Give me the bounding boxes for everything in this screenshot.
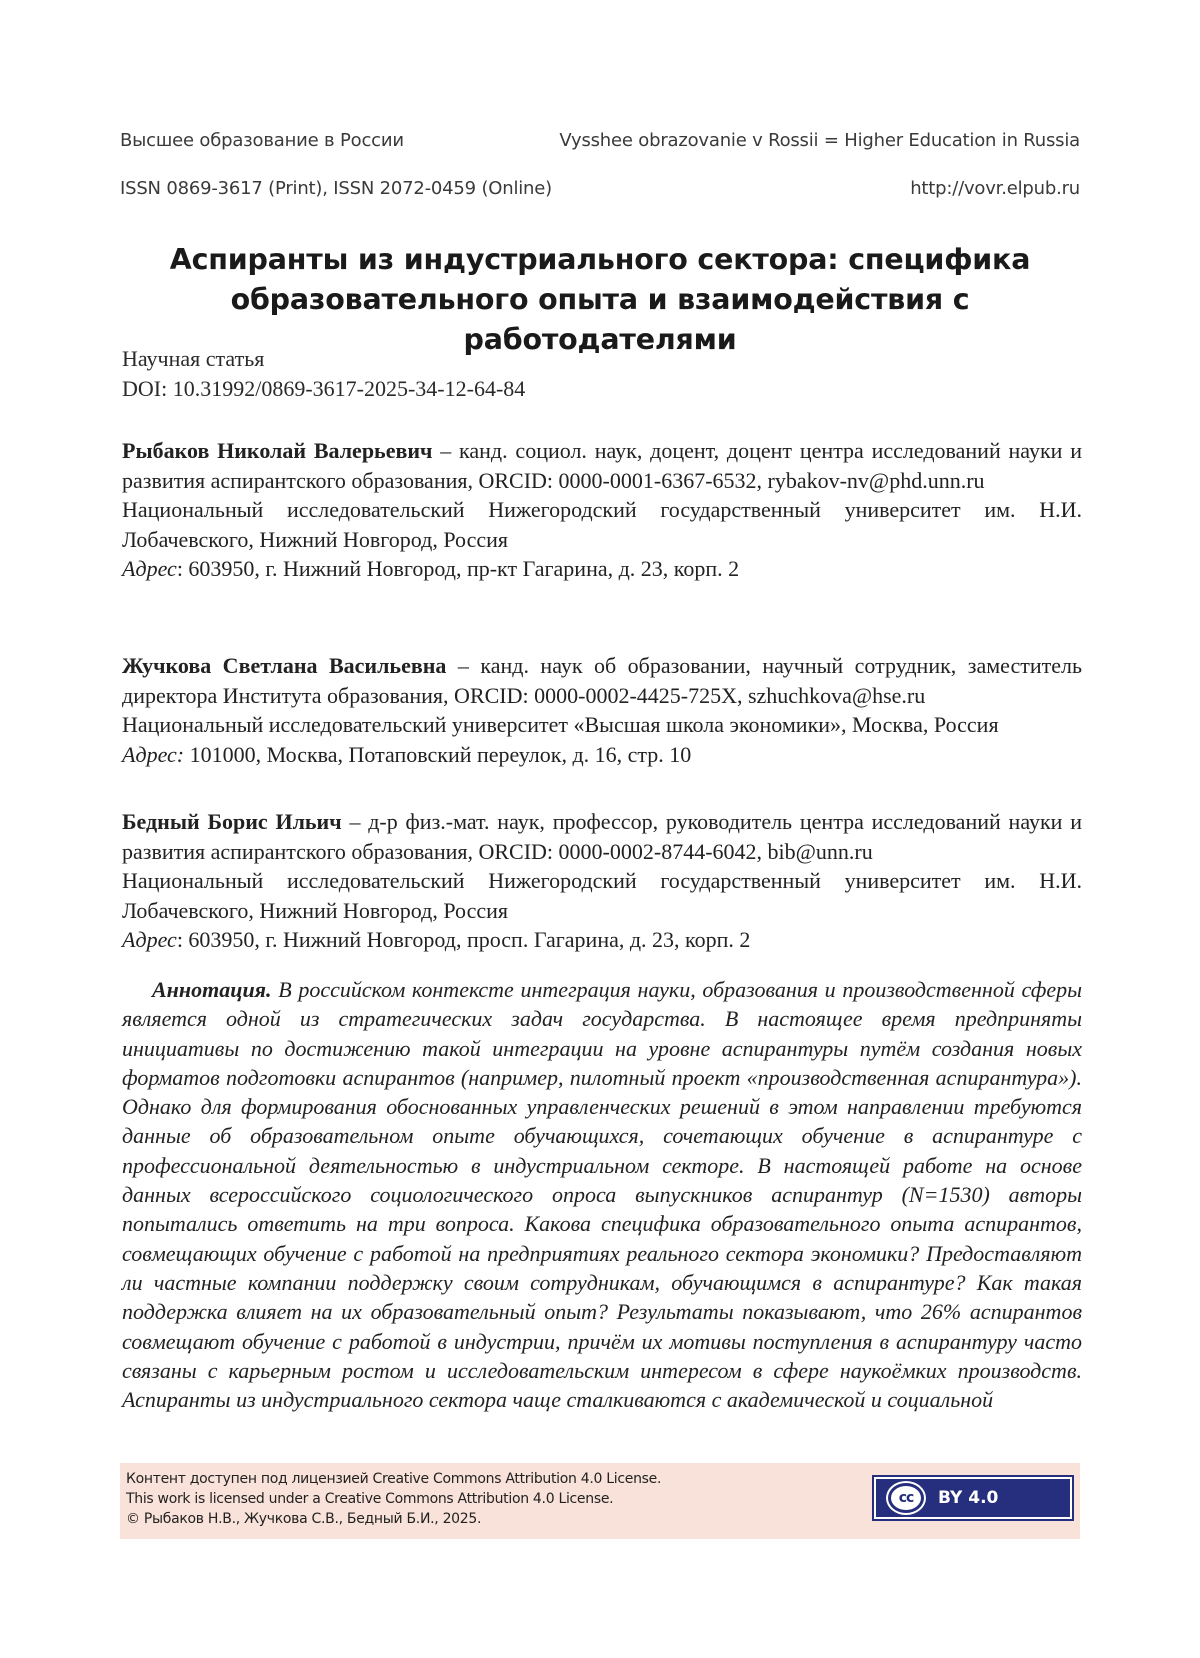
article-title-line-2: образовательного опыта и взаимодействия с работодателями — [230, 283, 970, 356]
address-label: Адрес: — [122, 741, 185, 767]
license-line-en: This work is licensed under a Creative Commons Attribution 4.0 License. — [126, 1491, 614, 1507]
author-credentials: – канд. наук об образовании, научный сотрудник, заместитель директора Института образования, ORCID: 0000-0002-4425-725X, szhuchkova@hse.ru — [122, 653, 1082, 708]
author-block — [122, 807, 1082, 955]
article-meta — [122, 344, 1082, 404]
author-name: Жучкова Светлана Васильевна — [122, 653, 447, 678]
address-label: Адрес — [122, 556, 177, 581]
author-credentials: – канд. социол. наук, доцент, доцент центра исследований науки и развития аспирантского образования, ORCID: 0000-0001-6367-6532, rybakov-nv@phd.unn.ru — [122, 438, 1082, 493]
address-label: Адрес — [122, 927, 177, 952]
journal-title-en: Vysshee obrazovanie v Rossii = Higher Education in Russia — [559, 130, 1080, 151]
author-details — [122, 807, 1082, 866]
issn-line — [120, 178, 1080, 199]
cc-by-label: BY 4.0 — [938, 1488, 999, 1508]
author-block — [122, 436, 1082, 584]
doi[interactable]: DOI: 10.31992/0869-3617-2025-34-12-64-84 — [122, 376, 526, 401]
running-header — [120, 130, 1080, 151]
author-affiliation: Национальный исследовательский Нижегородский государственный университет им. Н.И. Лобачевского, Нижний Новгород, Россия — [122, 868, 1082, 923]
journal-title-ru: Высшее образование в России — [120, 130, 404, 151]
author-name: Бедный Борис Ильич — [122, 809, 342, 834]
abstract — [122, 975, 1082, 1414]
article-title — [100, 240, 1100, 360]
article-type: Научная статья — [122, 346, 265, 371]
cc-icon: cc — [888, 1483, 924, 1513]
author-details — [122, 436, 1082, 495]
license-line-ru: Контент доступен под лицензией Creative Commons Attribution 4.0 License. — [126, 1471, 662, 1487]
issn: ISSN 0869-3617 (Print), ISSN 2072-0459 (Online) — [120, 178, 552, 199]
license-box — [120, 1463, 1080, 1539]
author-address — [122, 740, 1082, 770]
author-name: Рыбаков Николай Валерьевич — [122, 438, 433, 463]
abstract-label: Аннотация. — [152, 977, 272, 1002]
address-value: : 603950, г. Нижний Новгород, пр-кт Гагарина, д. 23, корп. 2 — [176, 556, 740, 581]
author-address — [122, 554, 1082, 584]
article-title-line-1: Аспиранты из индустриального сектора: специфика — [169, 243, 1031, 276]
author-details — [122, 651, 1082, 710]
author-block — [122, 651, 1082, 769]
author-affiliation: Национальный исследовательский Нижегородский государственный университет им. Н.И. Лобачевского, Нижний Новгород, Россия — [122, 497, 1082, 552]
author-address — [122, 925, 1082, 955]
abstract-text: В российском контексте интеграция науки, образования и производственной сферы является одной из стратегических задач государства. В настоящее время предприняты инициативы по достижению такой интеграции на уровне аспирантуры путём создания новых форматов подготовки аспирантов (например, пилотный проект «производственная аспирантура»). Однако для формирования обоснованных управленческих решений в этом направлении требуются данные об образовательном опыте обучающихся, сочетающих обучение в аспирантуре с профессиональной деятельностью в индустриальном секторе. В настоящей работе на основе данных всероссийского социологического опроса выпускников аспирантур (N=1530) авторы попытались ответить на три вопроса. Какова специфика образовательного опыта аспирантов, совмещающих обучение с работой на предприятиях реального сектора экономики? Предоставляют ли частные компании поддержку своим сотрудникам, обучающимся в аспирантуре? Как такая поддержка влияет на их образовательный опыт? Результаты показывают, что 26% аспирантов совмещают обучение с работой в индустрии, причём их мотивы поступления в аспирантуру часто связаны с карьерным ростом и исследовательским интересом в сфере наукоёмких производств. Аспиранты из индустриального сектора чаще сталкиваются с академической и социальной — [122, 977, 1082, 1413]
address-value: 101000, Москва, Потаповский переулок, д. 16, стр. 10 — [184, 741, 692, 767]
author-credentials: – д-р физ.-мат. наук, профессор, руководитель центра исследований науки и развития аспирантского образования, ORCID: 0000-0002-8744-6042, bib@unn.ru — [122, 809, 1082, 864]
journal-url[interactable]: http://vovr.elpub.ru — [910, 178, 1080, 199]
author-affiliation: Национальный исследовательский университет «Высшая школа экономики», Москва, Россия — [122, 712, 999, 737]
copyright-line: © Рыбаков Н.В., Жучкова С.В., Бедный Б.И., 2025. — [126, 1511, 482, 1527]
cc-by-badge[interactable] — [874, 1477, 1072, 1519]
address-value: : 603950, г. Нижний Новгород, просп. Гагарина, д. 23, корп. 2 — [176, 927, 751, 952]
